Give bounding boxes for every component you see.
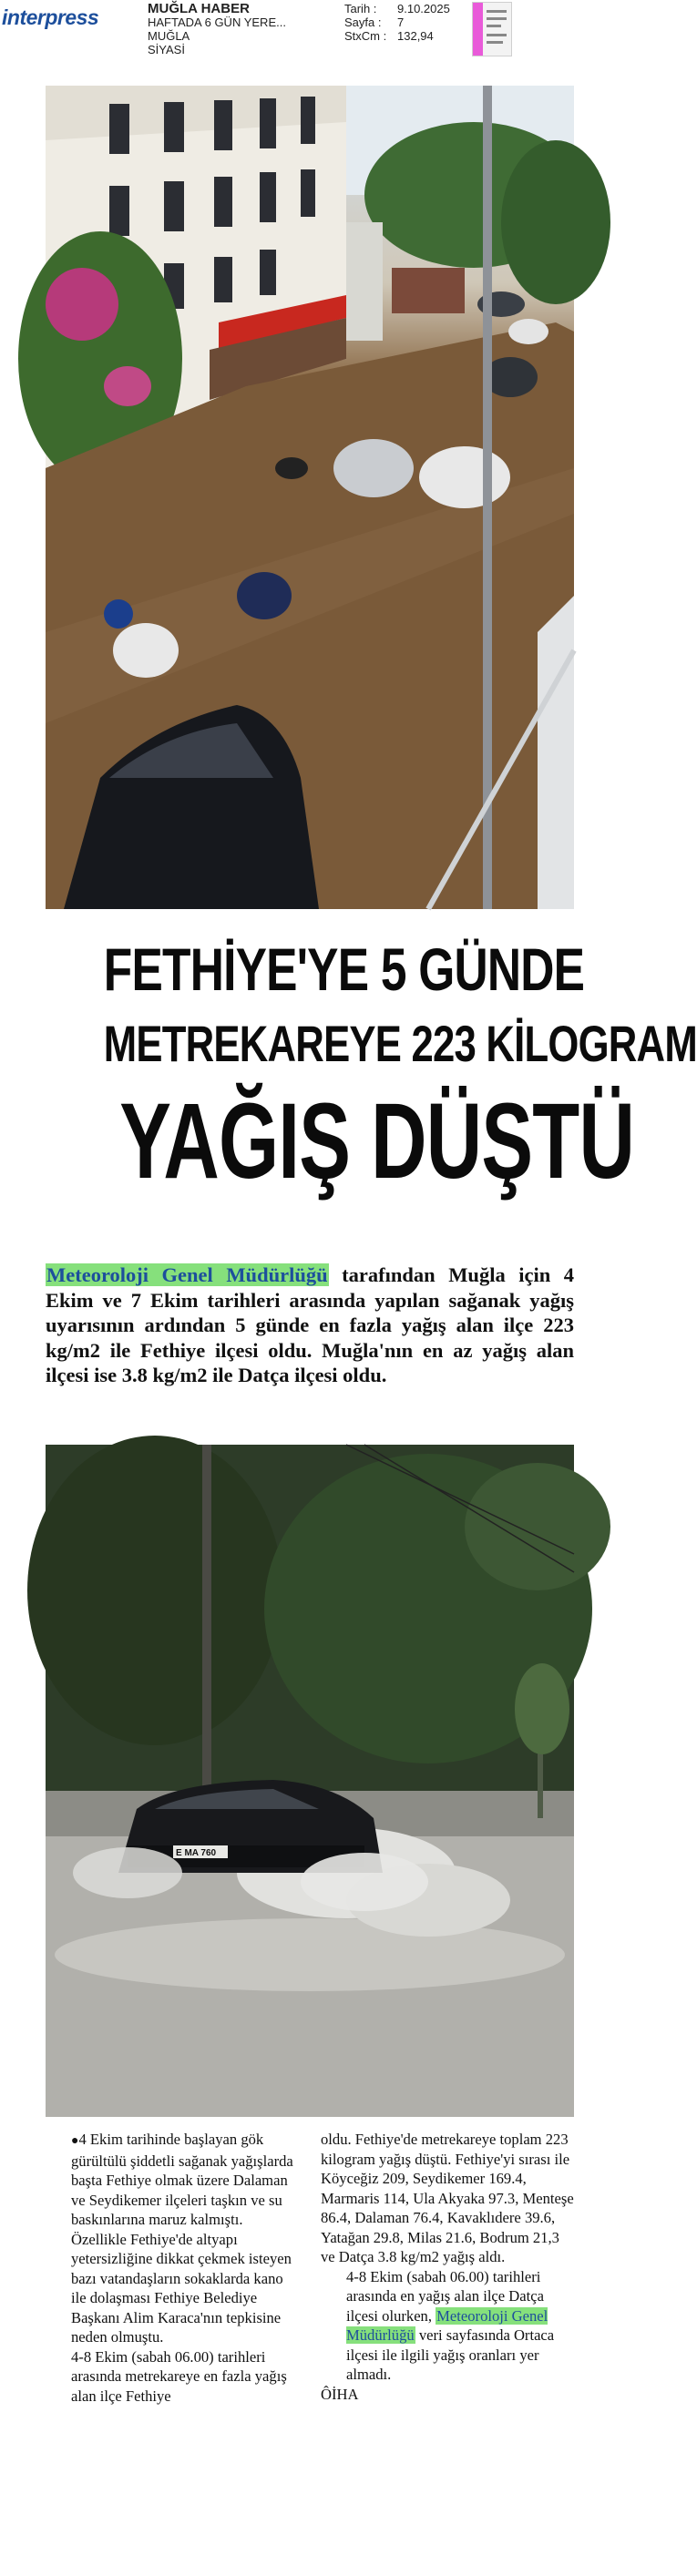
date-label: Tarih : (344, 2, 377, 15)
lead-paragraph (46, 1262, 574, 1388)
article-column-right (321, 2130, 574, 2406)
bullet-icon: ● (71, 2134, 79, 2148)
headline-line-1: FETHİYE'YE 5 GÜNDE (103, 935, 585, 1003)
publication-name: MUĞLA HABER (148, 1, 250, 16)
page-thumbnail (472, 2, 512, 56)
license-plate-text: E MA 760 (176, 1848, 217, 1858)
publication-category: SİYASİ (148, 43, 185, 56)
lead-highlight: Meteoroloji Genel Müdürlüğü (46, 1263, 328, 1286)
page-label: Sayfa : (344, 15, 382, 29)
signature-mark-icon: Ô (321, 2385, 332, 2403)
flooded-street-photo (46, 86, 574, 909)
article-column-left (46, 2130, 299, 2406)
size-label: StxCm : (344, 29, 387, 43)
page-value: 7 (397, 15, 405, 29)
body-paragraph-1: ●4 Ekim tarihinde başlayan gök gürültülü şiddetli sağanak yağışlarda başta Fethiye olmak üzere Dalaman ve Seydikemer ilçeleri taşkın ve su baskınlarına maruz kalmıştı. Özellikle Fethiye'de altyapı yetersizliğine dikkat çekmek isteyen bazı vatandaşların sokaklarda kano ile dolaşması Fethiye Belediye Başkanı Alim Karaca'nın tepkisine neden olmuştu. (71, 2131, 293, 2346)
clipping-header (0, 0, 600, 60)
interpress-logo: interpress (2, 5, 99, 29)
headline-line-2: METREKAREYE 223 KİLOGRAM (103, 1015, 697, 1072)
date-value: 9.10.2025 (397, 2, 450, 15)
size-value: 132,94 (397, 29, 434, 43)
article-signature: ÔİHA (321, 2385, 359, 2403)
body-paragraph-2: 4-8 Ekim (sabah 06.00) tarihleri arasında metrekareye en fazla yağış alan ilçe Fethiye (71, 2347, 287, 2405)
publication-period: HAFTADA 6 GÜN YERE... (148, 15, 286, 29)
publication-info (148, 2, 286, 56)
clipping-meta (344, 2, 450, 43)
body-paragraph-4: 4-8 Ekim (sabah 06.00) tarihleri arasında en yağış alan ilçe Datça ilçesi olurken, Meteoroloji Genel Müdürlüğü veri sayfasında Ortaca ilçesi ile ilgili yağış oranları yer almadı. (346, 2267, 555, 2383)
body-paragraph-3: oldu. Fethiye'de metrekareye toplam 223 kilogram yağış düştü. Fethiye'yi sırası ile Köyceğiz 209, Seydikemer 169.4, Marmaris 114, Ula Akyaka 97.3, Menteşe 86.4, Dalaman 76.4, Kavaklıdere 39.6, Yatağan 29.8, Milas 21.6, Bodrum 21,3 ve Datça 3.8 kg/m2 yağış aldı. (321, 2131, 574, 2265)
headline-line-3: YAĞIŞ DÜŞTÜ (119, 1081, 635, 1201)
lead-text: tarafından Muğla için 4 Ekim ve 7 Ekim tarihleri arasında yapılan sağanak yağış uyarısının ardından 5 günde en fazla yağış alan ilçe 223 kg/m2 ile Fethiye ilçesi oldu. Muğla'nın en az yağış alan ilçesi ise 3.8 kg/m2 ile Datça ilçesi oldu. (46, 1263, 574, 1386)
flooded-street-illustration (46, 86, 574, 909)
suv-flood-illustration (46, 1445, 574, 2117)
publication-city: MUĞLA (148, 29, 190, 43)
article-body (46, 2130, 574, 2406)
body-highlight: Meteoroloji Genel Müdürlüğü (346, 2306, 548, 2344)
headline (46, 927, 697, 1206)
suv-flood-photo (46, 1445, 574, 2117)
